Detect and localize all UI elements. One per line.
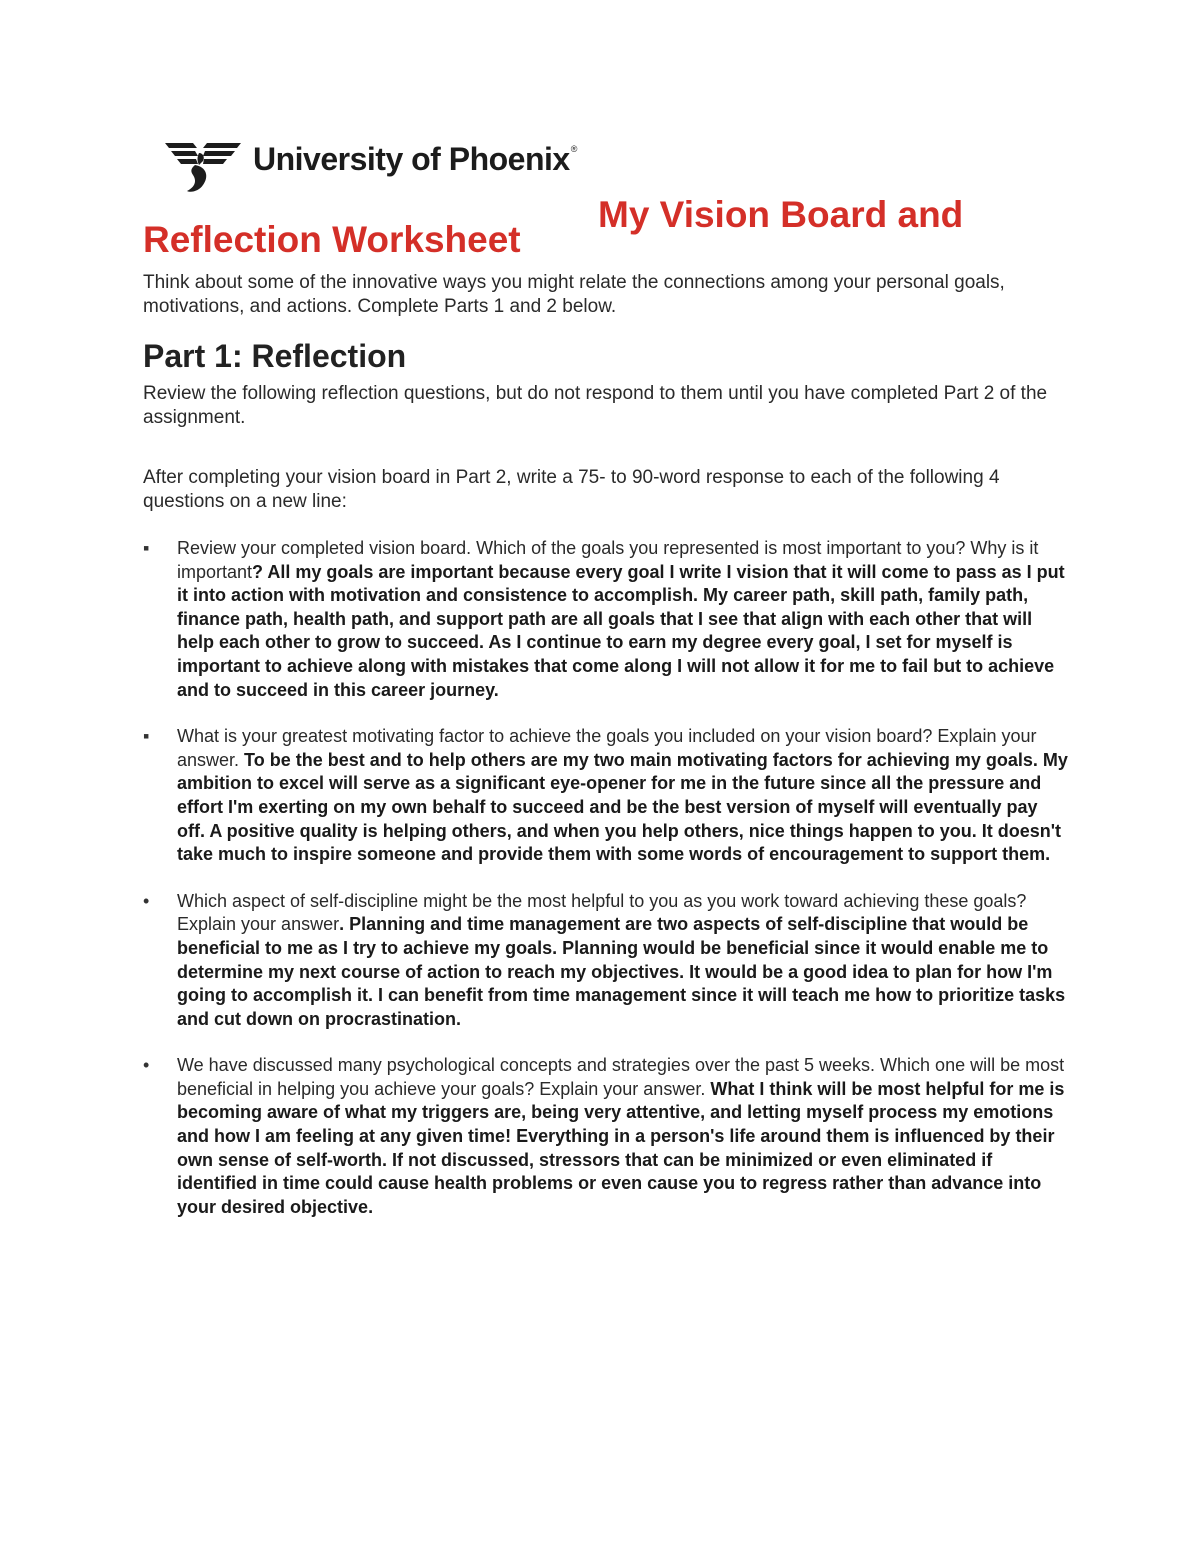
intro-paragraph: Think about some of the innovative ways you might relate the connections among your personal goals, motivations, and actions. Complete Parts 1 and 2 below. xyxy=(143,272,1005,317)
question-text: We have discussed many psychological concepts and strategies over the past 5 weeks. Which one will be most beneficial in helping you achieve your goals? Explain your answer. xyxy=(177,1055,1065,1099)
answer-text: . Planning and time management are two aspects of self-discipline that would be beneficial to me as I try to achieve my goals. Planning would be beneficial since it would enable me to determine my next course of action to reach my objectives. It would be a good idea to plan for how I'm going to accomplish it. I can benefit from time management since it will teach me how to prioritize tasks and cut down on procrastination. xyxy=(177,914,1066,1029)
answer-text: ? All my goals are important because every goal I write I vision that it will come to pass as I put it into action with motivation and consistence to accomplish. My career path, skill path, family path, finance path, health path, and support path are all goals that I see that align with each other that will help each other to grow to succeed. As I continue to earn my degree every goal, I set for myself is important to achieve along with mistakes that come along I will not allow it for me to fail but to achieve and to succeed in this career journey. xyxy=(177,561,1065,700)
list-item xyxy=(143,725,1068,867)
list-item xyxy=(143,1054,1068,1219)
question-list xyxy=(143,537,1068,1242)
phoenix-bird-icon xyxy=(163,135,243,195)
answer-text: To be the best and to help others are my two main motivating factors for achieving my goals. My ambition to excel will serve as a significant eye-opener for me in the future since all the pressure and effort I'm exerting on my own behalf to succeed and be the best version of myself will eventually pay off. A positive quality is helping others, and when you help others, nice things happen to you. It doesn't take much to inspire someone and provide them with some words of encouragement to support them. xyxy=(177,749,1068,865)
part1-heading: Part 1: Reflection xyxy=(143,338,407,374)
answer-text: What I think will be most helpful for me is becoming aware of what my triggers are, being very attentive, and letting myself process my emotions and how I am feeling at any given time! Everything in a person's life around them is influenced by their own sense of self-worth. If not discussed, stressors that can be minimized or even eliminated if identified in time could cause health problems or even cause you to regress rather than advance into your desired objective. xyxy=(177,1078,1065,1217)
part1-instructions-paragraph: After completing your vision board in Part 2, write a 75- to 90-word response to each of the following 4 questions on a new line: xyxy=(143,467,1000,512)
title-line-1: My Vision Board and xyxy=(598,194,964,235)
question-text: What is your greatest motivating factor to achieve the goals you included on your vision board? Explain your answer. xyxy=(177,726,1037,770)
list-item xyxy=(143,890,1068,1032)
bullet-icon: • xyxy=(143,890,150,911)
question-text: Review your completed vision board. Which of the goals you represented is most important to you? Why is it important xyxy=(177,538,1039,582)
title-line-2: Reflection Worksheet xyxy=(143,219,521,260)
list-item xyxy=(143,537,1068,702)
part1-review-paragraph: Review the following reflection questions, but do not respond to them until you have completed Part 2 of the assignment. xyxy=(143,383,1048,428)
logo-wordmark: University of Phoenix® xyxy=(253,141,577,177)
registered-mark: ® xyxy=(570,144,577,154)
bullet-icon: ▪ xyxy=(143,726,150,747)
question-text: Which aspect of self-discipline might be the most helpful to you as you work toward achieving these goals? Explain your answer xyxy=(177,890,1027,935)
university-logo xyxy=(163,135,577,195)
bullet-icon: • xyxy=(143,1055,150,1076)
bullet-icon: ▪ xyxy=(143,538,150,558)
